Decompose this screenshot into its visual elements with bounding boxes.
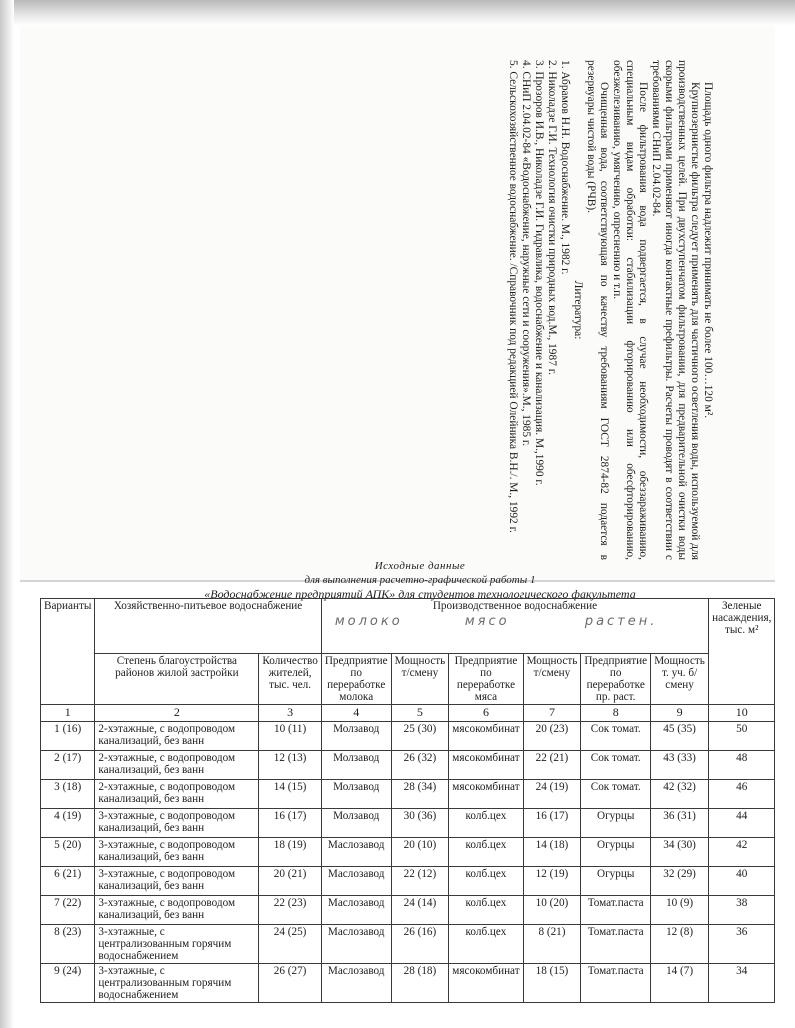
rotated-text-region [404,60,714,560]
cell-meat-capacity: 24 (19) [523,780,581,809]
cell-milk-capacity: 26 (16) [391,925,449,964]
cell-variant: 2 (17) [41,751,95,780]
cell-green-area: 46 [709,780,775,809]
cell-plant-capacity: 32 (29) [651,867,709,896]
cell-meat-plant: мясокомбинат [449,722,523,751]
cell-variant: 6 (21) [41,867,95,896]
cell-plant-capacity: 45 (35) [651,722,709,751]
cell-meat-plant: колб.цех [449,925,523,964]
cell-plant-proc: Огурцы [581,809,651,838]
col-num: 5 [391,705,449,722]
cell-variant: 4 (19) [41,809,95,838]
col-num: 6 [449,705,523,722]
table-heading-line3: «Водоснабжение предприятий АПК» для студентов технологического факультета [204,587,636,601]
header-row-1 [41,599,775,654]
cell-plant-capacity: 43 (33) [651,751,709,780]
cell-green-area: 42 [709,838,775,867]
cell-variant: 3 (18) [41,780,95,809]
col-num: 4 [321,705,391,722]
paragraph-filter-area: Площадь одного фильтра надлежит принимать не более 100…120 м². [702,82,714,419]
col-num: 7 [523,705,581,722]
cell-residents: 24 (25) [259,925,321,964]
cell-green-area: 48 [709,751,775,780]
cell-meat-plant: мясокомбинат [449,964,523,1003]
cell-variant: 8 (23) [41,925,95,964]
cell-housing: 3-хэтажные, с централизованным горячим водоснабжением [95,964,259,1003]
cell-housing: 3-хэтажные, с водопроводом канализаций, без ванн [95,896,259,925]
cell-milk-capacity: 25 (30) [391,722,449,751]
cell-milk-capacity: 22 (12) [391,867,449,896]
sub-residents: Количество жителей, тыс. чел. [259,654,321,705]
table-row [41,925,775,964]
table-heading-line2: для выполнения расчетно-графической работы 1 [304,574,536,586]
cell-green-area: 40 [709,867,775,896]
literature-item-4: 4. СНиП 2.04.02-84 «Водоснабжение, наружные сети и сооружения».М., 1985 г. [520,60,532,447]
sub-plant-proc: Предприятие по переработке пр. раст. [581,654,651,705]
cell-meat-plant: колб.цех [449,867,523,896]
table-row [41,722,775,751]
cell-housing: 3-хэтажные, с водопроводом канализаций, без ванн [95,867,259,896]
handwritten-meat: мясо [464,614,510,629]
cell-housing: 3-хэтажные, с водопроводом канализаций, без ванн [95,838,259,867]
paragraph-disinfection: После фильтрования вода подвергается, в случае необходимости, обеззараживанию, специальным видам обработки: стабилизации фторированию или обесфторированию, обезжелезиванию, умягчению, опреснению и т.п. [611,60,649,560]
cell-plant-proc: Сок томат. [581,722,651,751]
literature-item-1: 1. Абрамов Н.Н. Водоснабжение. М., 1982 г. [559,60,571,275]
cell-meat-capacity: 16 (17) [523,809,581,838]
table-heading-line1: Исходные данные [374,560,466,572]
cell-green-area: 36 [709,925,775,964]
sub-meat-plant: Предприятие по переработке мяса [449,654,523,705]
col-green: Зеленые насаждения, тыс. м² [709,599,775,705]
cell-residents: 22 (23) [259,896,321,925]
cell-plant-capacity: 34 (30) [651,838,709,867]
header-row-2 [41,654,775,705]
table-row [41,780,775,809]
cell-plant-capacity: 42 (32) [651,780,709,809]
cell-meat-capacity: 20 (23) [523,722,581,751]
cell-variant: 9 (24) [41,964,95,1003]
cell-residents: 10 (11) [259,722,321,751]
cell-variant: 7 (22) [41,896,95,925]
table-row [41,838,775,867]
cell-meat-capacity: 14 (18) [523,838,581,867]
table-row [41,896,775,925]
table-row [41,964,775,1003]
cell-residents: 26 (27) [259,964,321,1003]
cell-plant-capacity: 10 (9) [651,896,709,925]
cell-plant-proc: Огурцы [581,838,651,867]
col-num: 2 [95,705,259,722]
cell-milk-plant: Маслозавод [321,964,391,1003]
col-num: 10 [709,705,775,722]
handwritten-plant: растен. [584,614,658,629]
cell-plant-capacity: 12 (8) [651,925,709,964]
cell-milk-capacity: 20 (10) [391,838,449,867]
cell-plant-proc: Сок томат. [581,780,651,809]
cell-meat-plant: мясокомбинат [449,780,523,809]
col-num: 8 [581,705,651,722]
cell-plant-capacity: 14 (7) [651,964,709,1003]
literature-title: Литература: [572,280,584,340]
cell-green-area: 38 [709,896,775,925]
cell-residents: 12 (13) [259,751,321,780]
cell-housing: 2-хэтажные, с водопроводом канализаций, без ванн [95,780,259,809]
cell-meat-plant: колб.цех [449,896,523,925]
table-row [41,751,775,780]
sub-meat-capacity: Мощность т/смену [523,654,581,705]
cell-milk-capacity: 26 (32) [391,751,449,780]
cell-housing: 2-хэтажные, с водопроводом канализаций, без ванн [95,722,259,751]
cell-plant-proc: Томат.паста [581,925,651,964]
cell-milk-plant: Молзавод [321,809,391,838]
cell-variant: 1 (16) [41,722,95,751]
cell-milk-plant: Маслозавод [321,867,391,896]
cell-plant-proc: Сок томат. [581,751,651,780]
literature-item-3: 3. Прозоров И.В., Николадзе Г.И. Гидравлика, водоснабжение и канализация. М.,1990 г. [533,60,545,486]
cell-variant: 5 (20) [41,838,95,867]
cell-green-area: 50 [709,722,775,751]
sub-plant-capacity: Мощность т. уч. б/смену [651,654,709,705]
cell-residents: 16 (17) [259,809,321,838]
col-production [321,599,708,654]
col-variants: Варианты [41,599,95,705]
col-num: 3 [259,705,321,722]
col-household: Хозяйственно-питьевое водоснабжение [95,599,321,654]
handwritten-milk: молоко [334,614,403,629]
cell-milk-plant: Маслозавод [321,925,391,964]
cell-milk-plant: Маслозавод [321,838,391,867]
table-row [41,867,775,896]
cell-meat-capacity: 18 (15) [523,964,581,1003]
cell-milk-plant: Молзавод [321,722,391,751]
cell-housing: 3-хэтажные, с централизованным горячим водоснабжением [95,925,259,964]
cell-milk-capacity: 24 (14) [391,896,449,925]
cell-plant-capacity: 36 (31) [651,809,709,838]
sub-housing: Степень благоустройства районов жилой застройки [95,654,259,705]
cell-residents: 14 (15) [259,780,321,809]
col-num: 1 [41,705,95,722]
table-body [41,722,775,1003]
cell-milk-plant: Молзавод [321,751,391,780]
cell-meat-plant: колб.цех [449,809,523,838]
scan-shadow-left [0,0,14,1028]
cell-milk-plant: Молзавод [321,780,391,809]
sub-milk-plant: Предприятие по переработке молока [321,654,391,705]
col-num: 9 [651,705,709,722]
cell-residents: 18 (19) [259,838,321,867]
paragraph-clean-water: Очищенная вода, соответствующая по качеству требованиям ГОСТ 2874-82 подается в резервуары чистой воды (РЧВ). [585,60,610,560]
cell-residents: 20 (21) [259,867,321,896]
literature-item-5: 5. Сельскохозяйственное водоснабжение. /Справочник под редакцией Олейника В.Н./. М., 1992 г. [507,60,519,533]
cell-plant-proc: Огурцы [581,867,651,896]
cell-milk-capacity: 30 (36) [391,809,449,838]
cell-green-area: 34 [709,964,775,1003]
cell-meat-capacity: 22 (21) [523,751,581,780]
paragraph-coarse-filters: Крупнозернистые фильтра следует применять для частичного осветления воды, используемой для производственных целей. При двухступенчатом фильтровании, для предварительной очистки воды скорыми фильтрами применяют иногда контактные префильтры. Расчеты проводят в соответствии с требованиями СНиП 2.04.02-84. [650,60,701,560]
table-row [41,809,775,838]
cell-housing: 3-хэтажные, с водопроводом канализаций, без ванн [95,809,259,838]
cell-plant-proc: Томат.паста [581,964,651,1003]
cell-meat-plant: мясокомбинат [449,751,523,780]
cell-meat-capacity: 12 (19) [523,867,581,896]
cell-milk-plant: Маслозавод [321,896,391,925]
column-number-row [41,705,775,722]
cell-meat-capacity: 8 (21) [523,925,581,964]
cell-milk-capacity: 28 (34) [391,780,449,809]
production-label: Производственное водоснабжение [432,600,598,612]
literature-item-2: 2. Николадзе Г.И. Технология очистки природных вод.М., 1987 г. [546,60,558,375]
source-data-table [40,598,775,1003]
cell-milk-capacity: 28 (18) [391,964,449,1003]
scan-shadow-top [0,0,795,26]
cell-meat-plant: колб.цех [449,838,523,867]
cell-housing: 2-хэтажные, с водопроводом канализаций, без ванн [95,751,259,780]
cell-green-area: 44 [709,809,775,838]
sub-milk-capacity: Мощность т/смену [391,654,449,705]
rotated-text [404,60,714,560]
cell-plant-proc: Томат.паста [581,896,651,925]
cell-meat-capacity: 10 (20) [523,896,581,925]
